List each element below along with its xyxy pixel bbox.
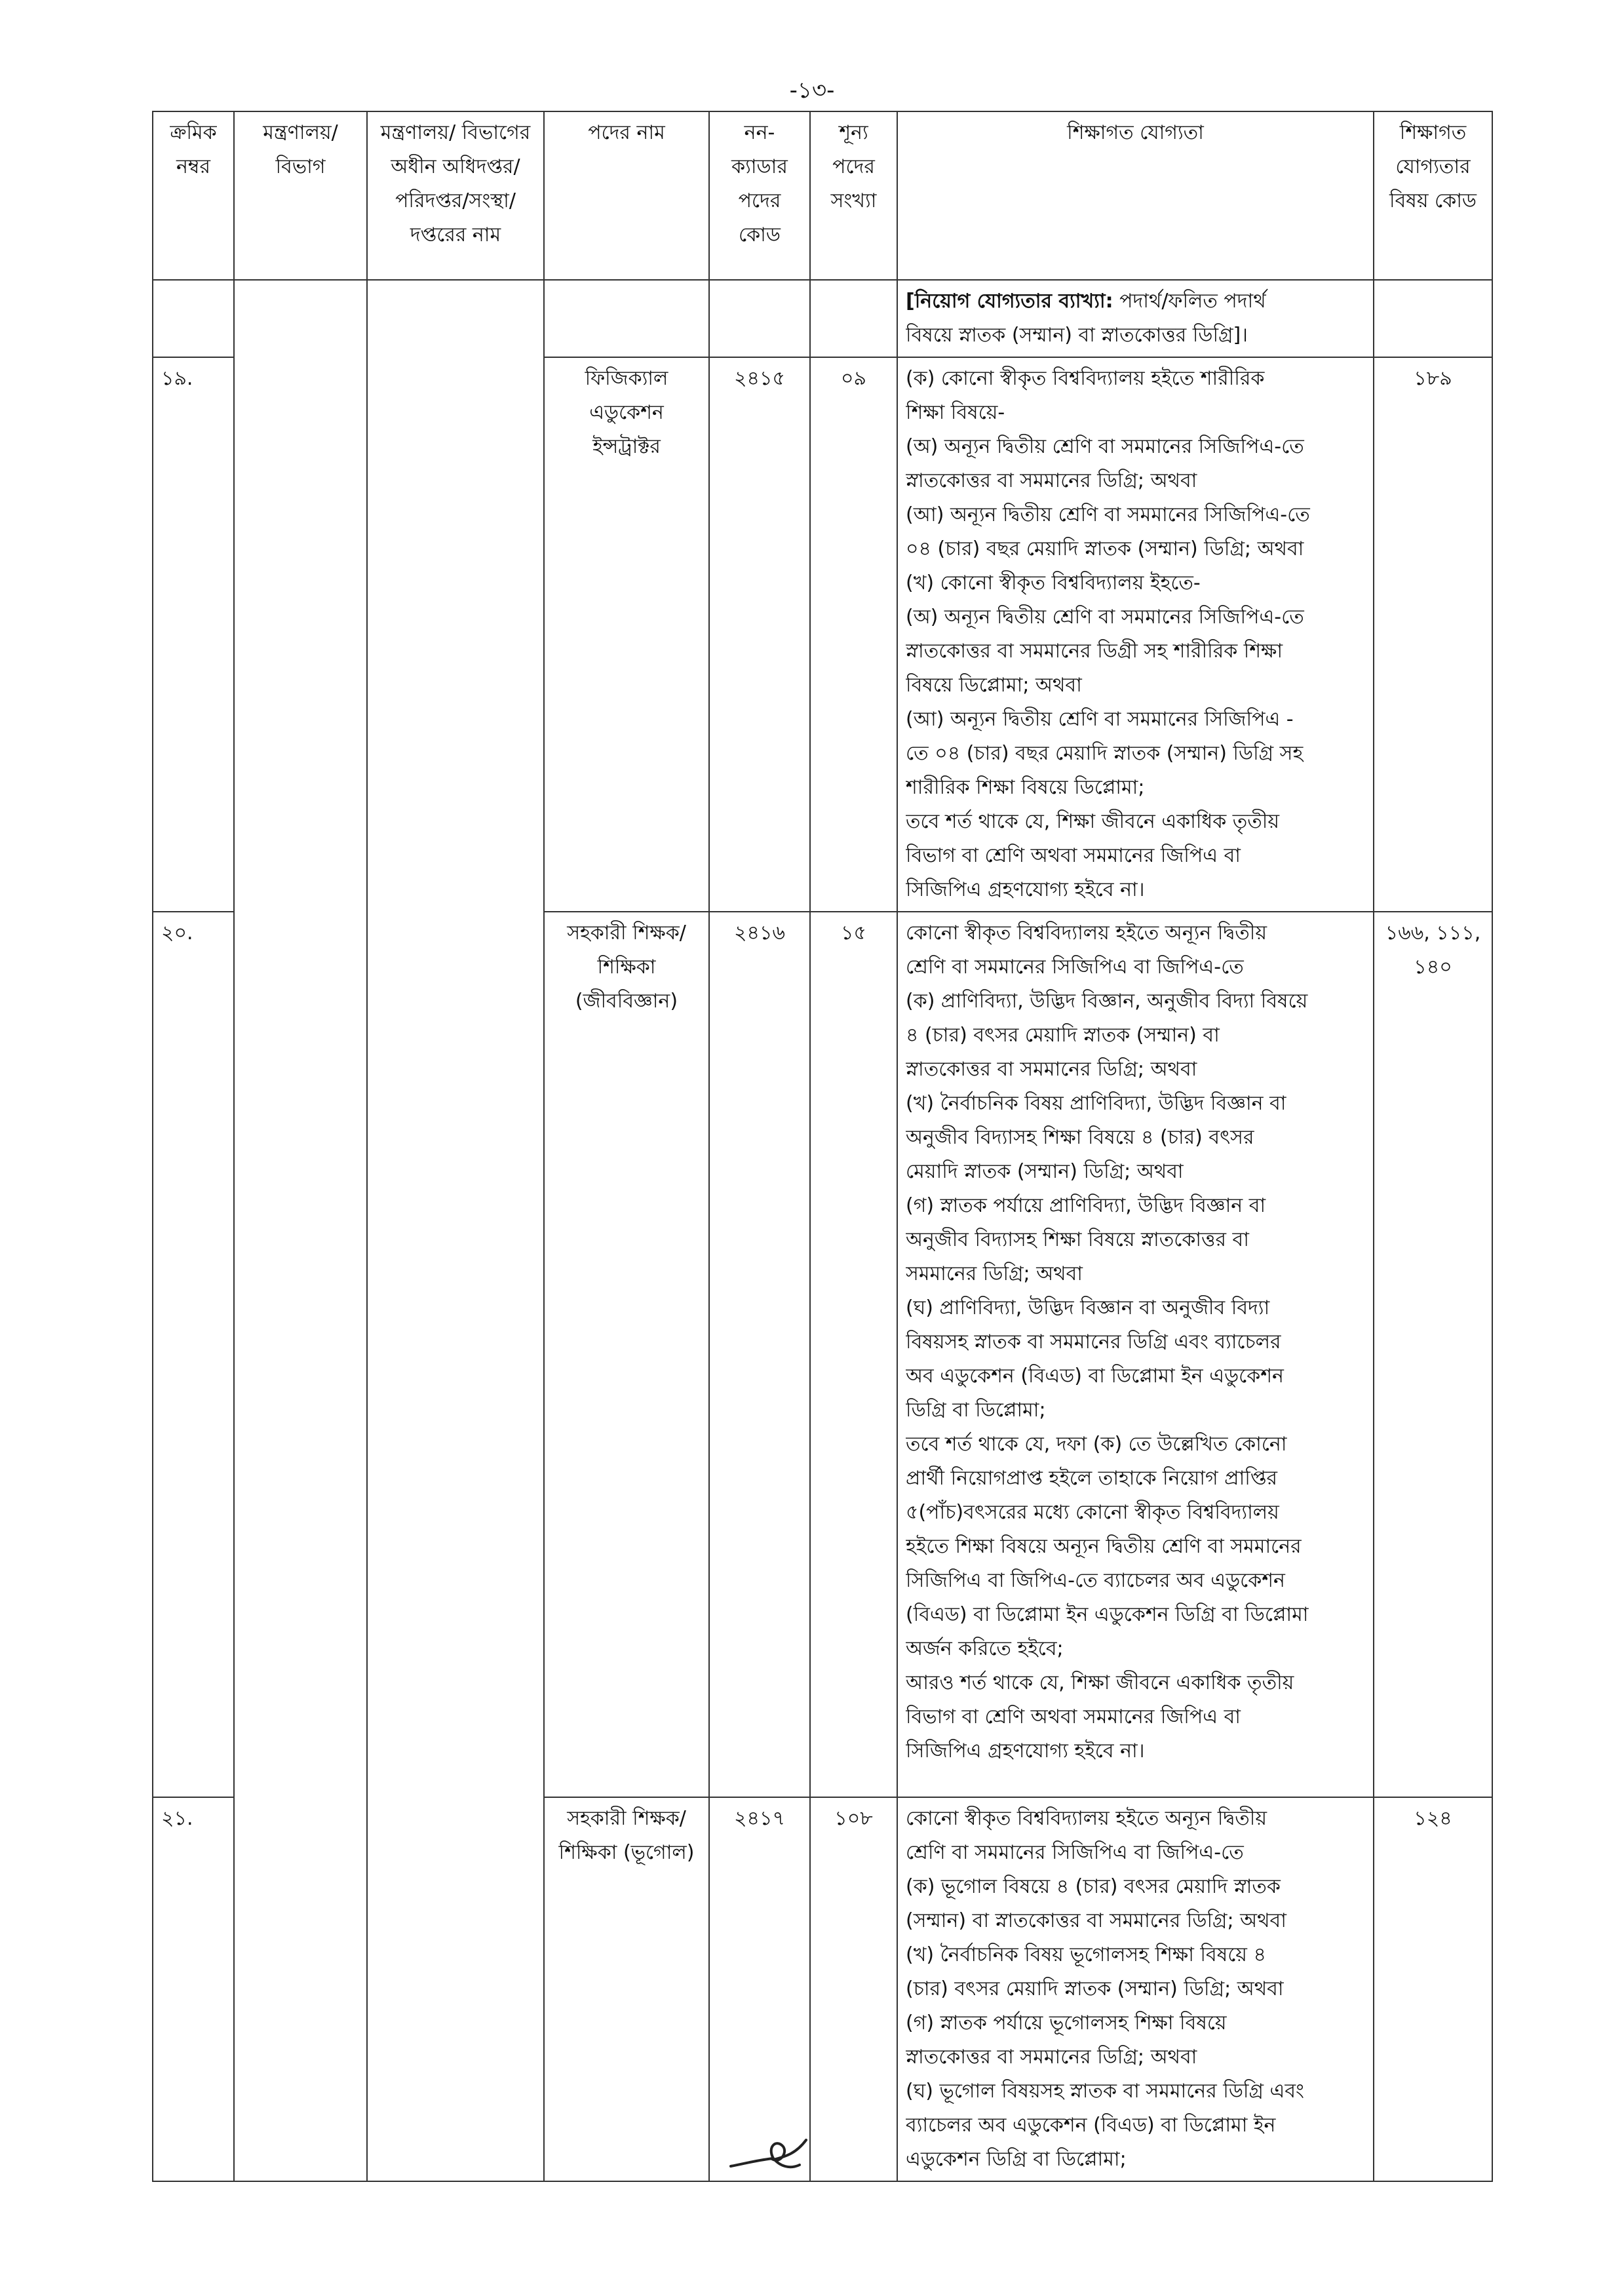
qualification-line: প্রার্থী নিয়োগপ্রাপ্ত হইলে তাহাকে নিয়োগ প্রাপ্তির	[906, 1467, 1278, 1490]
qualification-line: অর্জন করিতে হইবে;	[906, 1637, 1064, 1660]
ministry-cell	[234, 280, 367, 2181]
qualification-line: সিজিপিএ বা জিপিএ-তে ব্যাচেলর অব এডুকেশন	[906, 1569, 1285, 1592]
qualification-line: আরও শর্ত থাকে যে, শিক্ষা জীবনে একাধিক তৃতীয়	[906, 1671, 1294, 1694]
qualification-line: ০৪ (চার) বছর মেয়াদি স্নাতক (সম্মান) ডিগ্রি; অথবা	[906, 537, 1304, 560]
qualification-cell	[897, 357, 1374, 912]
qualification-line: (চার) বৎসর মেয়াদি স্নাতক (সম্মান) ডিগ্রি; অথবা	[906, 1977, 1284, 2000]
empty-cell	[544, 280, 709, 357]
qualification-line: স্নাতকোত্তর বা সমমানের ডিগ্রি; অথবা	[906, 2046, 1197, 2069]
header-serial: ক্রমিক নম্বর	[153, 111, 234, 280]
qualification-line: অনুজীব বিদ্যাসহ শিক্ষা বিষয়ে স্নাতকোত্তর বা	[906, 1228, 1249, 1251]
qualification-note	[897, 280, 1374, 357]
qualification-line: শিক্ষা বিষয়ে-	[906, 401, 1005, 424]
qualification-line: বিষয়ে ডিপ্লোমা; অথবা	[906, 674, 1082, 697]
note-label: [নিয়োগ যোগ্যতার ব্যাখ্যা:	[906, 290, 1113, 313]
qualification-line: (খ) কোনো স্বীকৃত বিশ্ববিদ্যালয় ইহতে-	[906, 572, 1201, 594]
qualification-line: স্নাতকোত্তর বা সমমানের ডিগ্রী সহ শারীরিক শিক্ষা	[906, 640, 1283, 663]
serial-cell: ২১.	[153, 1797, 234, 2181]
qualification-line: তবে শর্ত থাকে যে, শিক্ষা জীবনে একাধিক তৃতীয়	[906, 810, 1280, 833]
qualification-line: বিভাগ বা শ্রেণি অথবা সমমানের জিপিএ বা	[906, 1705, 1241, 1728]
qualification-line: (ক) ভূগোল বিষয়ে ৪ (চার) বৎসর মেয়াদি স্নাতক	[906, 1875, 1281, 1898]
code-cell: ২৪১৭	[709, 1797, 810, 2181]
qualification-line: বিভাগ বা শ্রেণি অথবা সমমানের জিপিএ বা	[906, 844, 1241, 867]
qualification-line: (আ) অন্যূন দ্বিতীয় শ্রেণি বা সমমানের সিজিপিএ-তে	[906, 503, 1310, 526]
qualification-cell	[897, 912, 1374, 1797]
empty-cell	[1374, 280, 1492, 357]
qualification-line: অব এডুকেশন (বিএড) বা ডিপ্লোমা ইন এডুকেশন	[906, 1365, 1284, 1388]
qualification-line: (গ) স্নাতক পর্যায়ে প্রাণিবিদ্যা, উদ্ভিদ বিজ্ঞান বা	[906, 1194, 1266, 1217]
qualification-line: শারীরিক শিক্ষা বিষয়ে ডিপ্লোমা;	[906, 776, 1145, 799]
department-cell	[367, 280, 544, 2181]
subject-code-cell: ১২৪	[1374, 1797, 1492, 2181]
qualification-line: তবে শর্ত থাকে যে, দফা (ক) তে উল্লেখিত কোনো	[906, 1433, 1287, 1456]
qualification-line: তে ০৪ (চার) বছর মেয়াদি স্নাতক (সম্মান) ডিগ্রি সহ	[906, 742, 1304, 765]
qualification-line: (ক) কোনো স্বীকৃত বিশ্ববিদ্যালয় হইতে শারীরিক	[906, 367, 1265, 390]
header-post-name: পদের নাম	[544, 111, 709, 280]
subject-code-cell: ১৮৯	[1374, 357, 1492, 912]
qualification-line: (ক) প্রাণিবিদ্যা, উদ্ভিদ বিজ্ঞান, অনুজীব বিদ্যা বিষয়ে	[906, 990, 1308, 1013]
note-line: পদার্থ/ফলিত পদার্থ	[1119, 290, 1266, 313]
header-department: মন্ত্রণালয়/ বিভাগের অধীন অধিদপ্তর/ পরিদপ্তর/সংস্থা/ দপ্তরের নাম	[367, 111, 544, 280]
qualification-line: অনুজীব বিদ্যাসহ শিক্ষা বিষয়ে ৪ (চার) বৎসর	[906, 1126, 1254, 1149]
qualification-line: (অ) অন্যূন দ্বিতীয় শ্রেণি বা সমমানের সিজিপিএ-তে	[906, 435, 1304, 458]
qualification-line: সমমানের ডিগ্রি; অথবা	[906, 1262, 1083, 1285]
subject-code-cell: ১৬৬, ১১১, ১৪০	[1374, 912, 1492, 1797]
header-ministry: মন্ত্রণালয়/ বিভাগ	[234, 111, 367, 280]
qualification-line: (সম্মান) বা স্নাতকোত্তর বা সমমানের ডিগ্রি; অথবা	[906, 1909, 1286, 1932]
recruitment-table	[152, 111, 1493, 2182]
serial-cell: ২০.	[153, 912, 234, 1797]
vacancy-cell: ১৫	[810, 912, 897, 1797]
qualification-line: (খ) নৈর্বাচনিক বিষয় প্রাণিবিদ্যা, উদ্ভিদ বিজ্ঞান বা	[906, 1092, 1286, 1115]
signature-icon	[727, 2133, 819, 2179]
vacancy-cell: ০৯	[810, 357, 897, 912]
note-line: বিষয়ে স্নাতক (সম্মান) বা স্নাতকোত্তর ডিগ্রি]।	[906, 324, 1248, 347]
qualification-line: হইতে শিক্ষা বিষয়ে অন্যূন দ্বিতীয় শ্রেণি বা সমমানের	[906, 1535, 1302, 1558]
qualification-line: বিষয়সহ স্নাতক বা সমমানের ডিগ্রি এবং ব্যাচেলর	[906, 1331, 1281, 1353]
qualification-line: শ্রেণি বা সমমানের সিজিপিএ বা জিপিএ-তে	[906, 956, 1244, 979]
qualification-line: (আ) অন্যূন দ্বিতীয় শ্রেণি বা সমমানের সিজিপিএ -	[906, 708, 1294, 731]
header-qualification: শিক্ষাগত যোগ্যতা	[897, 111, 1374, 280]
page-number: -১৩-	[789, 77, 835, 104]
qualification-line: কোনো স্বীকৃত বিশ্ববিদ্যালয় হইতে অন্যূন দ্বিতীয়	[906, 922, 1267, 944]
qualification-line: ৫(পাঁচ)বৎসরের মধ্যে কোনো স্বীকৃত বিশ্ববিদ্যালয়	[906, 1501, 1279, 1524]
qualification-line: এডুকেশন ডিগ্রি বা ডিপ্লোমা;	[906, 2148, 1127, 2171]
header-vacancy: শূন্য পদের সংখ্যা	[810, 111, 897, 280]
empty-cell	[709, 280, 810, 357]
qualification-line: (ঘ) ভূগোল বিষয়সহ স্নাতক বা সমমানের ডিগ্রি এবং	[906, 2080, 1304, 2103]
header-subject-code: শিক্ষাগত যোগ্যতার বিষয় কোড	[1374, 111, 1492, 280]
serial-cell: ১৯.	[153, 357, 234, 912]
header-row	[153, 111, 1492, 280]
empty-cell	[810, 280, 897, 357]
qualification-line: (গ) স্নাতক পর্যায়ে ভূগোলসহ শিক্ষা বিষয়ে	[906, 2012, 1227, 2034]
post-name-cell: ফিজিক্যাল এডুকেশন ইন্সট্রাক্টর	[544, 357, 709, 912]
qualification-line: স্নাতকোত্তর বা সমমানের ডিগ্রি; অথবা	[906, 469, 1197, 492]
code-cell: ২৪১৬	[709, 912, 810, 1797]
qualification-line: ডিগ্রি বা ডিপ্লোমা;	[906, 1399, 1046, 1422]
code-cell: ২৪১৫	[709, 357, 810, 912]
qualification-line: শ্রেণি বা সমমানের সিজিপিএ বা জিপিএ-তে	[906, 1841, 1244, 1864]
post-name-cell: সহকারী শিক্ষক/ শিক্ষিকা (জীববিজ্ঞান)	[544, 912, 709, 1797]
qualification-line: সিজিপিএ গ্রহণযোগ্য হইবে না।	[906, 878, 1145, 901]
qualification-line: কোনো স্বীকৃত বিশ্ববিদ্যালয় হইতে অন্যূন দ্বিতীয়	[906, 1807, 1267, 1830]
post-name-cell: সহকারী শিক্ষক/ শিক্ষিকা (ভূগোল)	[544, 1797, 709, 2181]
header-code: নন- ক্যাডার পদের কোড	[709, 111, 810, 280]
qualification-line: (অ) অন্যূন দ্বিতীয় শ্রেণি বা সমমানের সিজিপিএ-তে	[906, 606, 1304, 629]
qualification-line: মেয়াদি স্নাতক (সম্মান) ডিগ্রি; অথবা	[906, 1160, 1184, 1183]
qualification-line: ৪ (চার) বৎসর মেয়াদি স্নাতক (সম্মান) বা	[906, 1024, 1220, 1047]
qualification-line: (ঘ) প্রাণিবিদ্যা, উদ্ভিদ বিজ্ঞান বা অনুজীব বিদ্যা	[906, 1296, 1270, 1319]
qualification-line: ব্যাচেলর অব এডুকেশন (বিএড) বা ডিপ্লোমা ইন	[906, 2114, 1276, 2137]
qualification-line: স্নাতকোত্তর বা সমমানের ডিগ্রি; অথবা	[906, 1058, 1197, 1081]
empty-cell	[153, 280, 234, 357]
qualification-cell	[897, 1797, 1374, 2181]
qualification-line: (বিএড) বা ডিপ্লোমা ইন এডুকেশন ডিগ্রি বা ডিপ্লোমা	[906, 1603, 1309, 1626]
qualification-line: (খ) নৈর্বাচনিক বিষয় ভূগোলসহ শিক্ষা বিষয়ে ৪	[906, 1943, 1266, 1966]
vacancy-cell: ১০৮	[810, 1797, 897, 2181]
continuation-row	[153, 280, 1492, 357]
qualification-line: সিজিপিএ গ্রহণযোগ্য হইবে না।	[906, 1740, 1145, 1762]
